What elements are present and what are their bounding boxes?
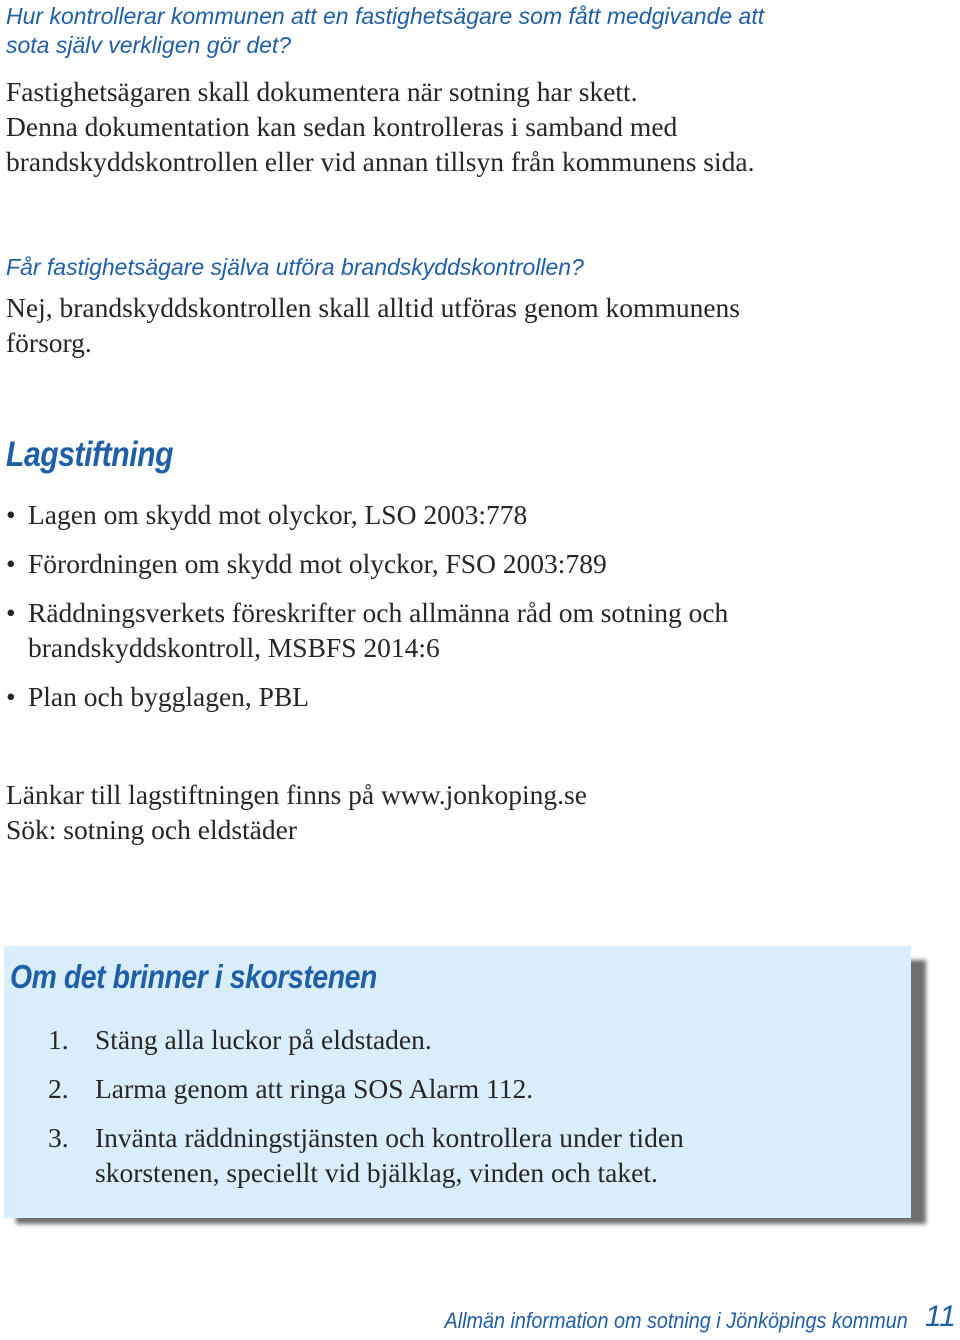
list-item xyxy=(6,497,728,532)
step-text: Stäng alla luckor på eldstaden. xyxy=(95,1024,432,1055)
step-number: 2. xyxy=(48,1073,69,1104)
step-number: 3. xyxy=(48,1122,69,1153)
answer-line: försorg. xyxy=(6,327,92,358)
step-text: skorstenen, speciellt vid bjälklag, vinden och taket. xyxy=(95,1157,658,1188)
answer-line: brandskyddskontrollen eller vid annan tillsyn från kommunens sida. xyxy=(6,146,755,177)
answer-line: Nej, brandskyddskontrollen skall alltid utföras genom kommunens xyxy=(6,292,740,323)
page-number: 11 xyxy=(924,1300,956,1333)
step-item xyxy=(48,1071,684,1106)
bullet-icon: • xyxy=(6,681,16,712)
box-heading: Om det brinner i skorstenen xyxy=(10,958,377,995)
list-item-text: Förordningen om skydd mot olyckor, FSO 2003:789 xyxy=(28,548,607,579)
list-item-text: Räddningsverkets föreskrifter och allmänna råd om sotning och xyxy=(28,597,729,628)
list-item-text: brandskyddskontroll, MSBFS 2014:6 xyxy=(28,632,440,663)
list-item xyxy=(6,595,728,665)
bullet-icon: • xyxy=(6,548,16,579)
step-text: Larma genom att ringa SOS Alarm 112. xyxy=(95,1073,534,1104)
answer-line: Denna dokumentation kan sedan kontrolleras i samband med xyxy=(6,111,678,142)
question-heading: Får fastighetsägare själva utföra brandskyddskontrollen? xyxy=(6,254,584,280)
list-item xyxy=(6,546,728,581)
answer-line: Fastighetsägaren skall dokumentera när sotning har skett. xyxy=(6,76,638,107)
list-item-text: Lagen om skydd mot olyckor, LSO 2003:778 xyxy=(28,499,528,530)
question-line: Hur kontrollerar kommunen att en fastighetsägare som fått medgivande att xyxy=(6,3,765,29)
list-item-text: Plan och bygglagen, PBL xyxy=(28,681,310,712)
question-heading xyxy=(6,2,764,60)
law-list xyxy=(6,497,728,728)
answer-paragraph xyxy=(6,74,754,179)
links-paragraph xyxy=(6,777,587,847)
answer-paragraph xyxy=(6,290,740,360)
links-line: Länkar till lagstiftningen finns på www.jonkoping.se xyxy=(6,779,587,810)
step-number: 1. xyxy=(48,1024,69,1055)
step-item xyxy=(48,1022,684,1057)
question-line: sota själv verkligen gör det? xyxy=(6,32,292,58)
step-item xyxy=(48,1120,684,1190)
steps-list xyxy=(48,1022,684,1204)
step-text: Invänta räddningstjänsten och kontrollera under tiden xyxy=(95,1122,684,1153)
bullet-icon: • xyxy=(6,597,16,628)
footer-title: Allmän information om sotning i Jönköpings kommun xyxy=(444,1308,908,1333)
search-hint: Sök: sotning och eldstäder xyxy=(6,814,298,845)
list-item xyxy=(6,679,728,714)
section-heading: Lagstiftning xyxy=(6,435,174,474)
bullet-icon: • xyxy=(6,499,16,530)
